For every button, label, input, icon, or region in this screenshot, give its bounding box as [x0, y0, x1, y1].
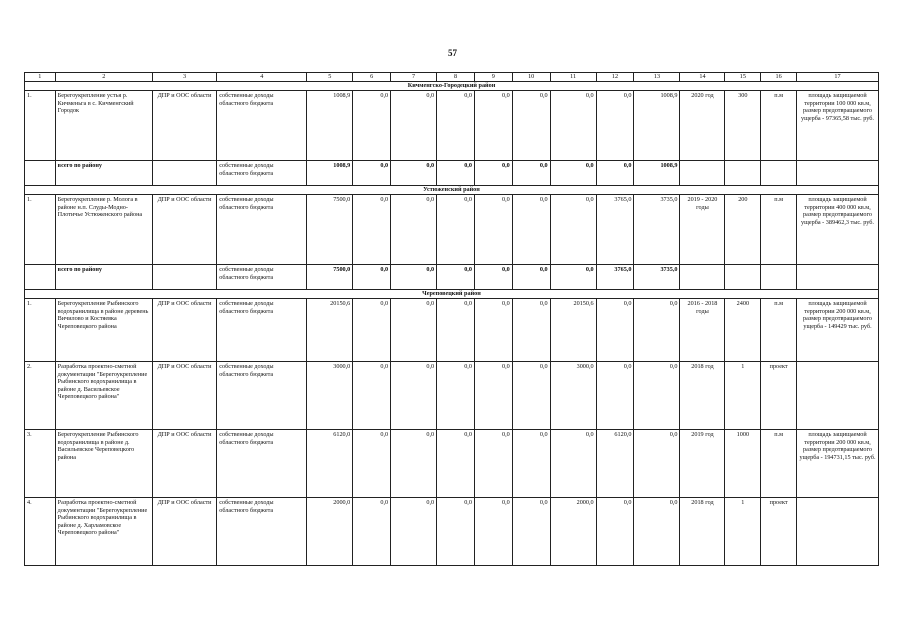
value-12: 0,0 — [596, 91, 634, 161]
measure-name: Берегоукрепление Рыбинского водохранилища в районе деревень Вичилово и Костяевка Череповецкого района — [55, 299, 152, 362]
quantity — [725, 161, 761, 186]
value-6: 0,0 — [353, 161, 391, 186]
unit: п.м — [761, 299, 797, 362]
period: 2018 год — [680, 498, 725, 566]
section-title: Кичменгско-Городецкий район — [25, 82, 879, 91]
measure-name: Разработка проектно-сметной документации "Берегоукрепление Рыбинского водохранилища в районе д. Харламовское Череповецкого района" — [55, 498, 152, 566]
value-12: 0,0 — [596, 498, 634, 566]
table-row — [25, 299, 879, 362]
period — [680, 161, 725, 186]
col-header: 10 — [512, 73, 550, 82]
col-header: 1 — [25, 73, 56, 82]
executor: ДПР и ООС области — [152, 91, 216, 161]
value-7: 0,0 — [391, 430, 437, 498]
value-6: 0,0 — [353, 430, 391, 498]
quantity — [725, 265, 761, 290]
value-5: 7500,0 — [307, 265, 353, 290]
col-header: 6 — [353, 73, 391, 82]
result — [797, 498, 879, 566]
value-11: 0,0 — [550, 265, 596, 290]
page-number: 57 — [448, 48, 457, 58]
measure-name: Разработка проектно-сметной документации "Берегоукрепление Рыбинского водохранилища в районе д. Васильевское Череповецкого района" — [55, 362, 152, 430]
quantity: 200 — [725, 195, 761, 265]
unit: п.м — [761, 91, 797, 161]
value-7: 0,0 — [391, 265, 437, 290]
row-number: 3. — [25, 430, 56, 498]
value-12: 3765,0 — [596, 265, 634, 290]
value-9: 0,0 — [474, 430, 512, 498]
total-row — [25, 265, 879, 290]
value-6: 0,0 — [353, 265, 391, 290]
funding-source: собственные доходы областного бюджета — [217, 195, 307, 265]
measure-name: всего по району — [55, 265, 152, 290]
result — [797, 265, 879, 290]
measure-name: всего по району — [55, 161, 152, 186]
table-row — [25, 362, 879, 430]
measure-name: Берегоукрепление р. Молога в районе н.п. Слуды-Модно-Плотичье Устюженского района — [55, 195, 152, 265]
col-header: 5 — [307, 73, 353, 82]
value-12: 3765,0 — [596, 195, 634, 265]
executor: ДПР и ООС области — [152, 299, 216, 362]
value-12: 0,0 — [596, 299, 634, 362]
value-6: 0,0 — [353, 498, 391, 566]
period: 2016 - 2018 годы — [680, 299, 725, 362]
row-number: 2. — [25, 362, 56, 430]
value-8: 0,0 — [437, 91, 475, 161]
value-5: 2000,0 — [307, 498, 353, 566]
section-header-row — [25, 82, 879, 91]
value-13: 3735,0 — [634, 195, 680, 265]
value-12: 6120,0 — [596, 430, 634, 498]
value-10: 0,0 — [512, 265, 550, 290]
result: площадь защищаемой территории 200 000 кв.м, размер предотвращаемого ущерба - 194731,15 тыс. руб. — [797, 430, 879, 498]
value-6: 0,0 — [353, 362, 391, 430]
period: 2020 год — [680, 91, 725, 161]
funding-source: собственные доходы областного бюджета — [217, 498, 307, 566]
col-header: 3 — [152, 73, 216, 82]
table-row — [25, 91, 879, 161]
header-row — [25, 73, 879, 82]
period: 2019 год — [680, 430, 725, 498]
unit — [761, 161, 797, 186]
value-9: 0,0 — [474, 265, 512, 290]
value-11: 0,0 — [550, 161, 596, 186]
unit: п.м — [761, 195, 797, 265]
value-7: 0,0 — [391, 161, 437, 186]
col-header: 17 — [797, 73, 879, 82]
total-row — [25, 161, 879, 186]
value-13: 0,0 — [634, 362, 680, 430]
executor — [152, 265, 216, 290]
value-9: 0,0 — [474, 91, 512, 161]
value-10: 0,0 — [512, 299, 550, 362]
col-header: 9 — [474, 73, 512, 82]
row-number — [25, 161, 56, 186]
col-header: 7 — [391, 73, 437, 82]
value-8: 0,0 — [437, 430, 475, 498]
executor — [152, 161, 216, 186]
value-10: 0,0 — [512, 161, 550, 186]
value-10: 0,0 — [512, 91, 550, 161]
value-5: 20150,6 — [307, 299, 353, 362]
value-6: 0,0 — [353, 91, 391, 161]
value-7: 0,0 — [391, 195, 437, 265]
result: площадь защищаемой территории 100 000 кв.м, размер предотвращаемого ущерба - 97365,58 тыс. руб. — [797, 91, 879, 161]
period: 2019 - 2020 годы — [680, 195, 725, 265]
value-11: 0,0 — [550, 91, 596, 161]
table-row — [25, 195, 879, 265]
row-number — [25, 265, 56, 290]
value-8: 0,0 — [437, 498, 475, 566]
section-header-row — [25, 186, 879, 195]
value-10: 0,0 — [512, 430, 550, 498]
period: 2018 год — [680, 362, 725, 430]
value-8: 0,0 — [437, 362, 475, 430]
funding-source: собственные доходы областного бюджета — [217, 161, 307, 186]
quantity: 1 — [725, 498, 761, 566]
result: площадь защищаемой территории 400 000 кв.м, размер предотвращаемого ущерба - 389462,3 тыс. руб. — [797, 195, 879, 265]
col-header: 4 — [217, 73, 307, 82]
row-number: 1. — [25, 195, 56, 265]
value-13: 0,0 — [634, 430, 680, 498]
unit: проект — [761, 362, 797, 430]
value-7: 0,0 — [391, 362, 437, 430]
value-11: 3000,0 — [550, 362, 596, 430]
unit: п.м — [761, 430, 797, 498]
value-5: 7500,0 — [307, 195, 353, 265]
col-header: 8 — [437, 73, 475, 82]
value-6: 0,0 — [353, 195, 391, 265]
value-11: 2000,0 — [550, 498, 596, 566]
value-11: 20150,6 — [550, 299, 596, 362]
table-row — [25, 498, 879, 566]
value-7: 0,0 — [391, 91, 437, 161]
value-9: 0,0 — [474, 362, 512, 430]
quantity: 1 — [725, 362, 761, 430]
value-8: 0,0 — [437, 299, 475, 362]
executor: ДПР и ООС области — [152, 498, 216, 566]
value-13: 0,0 — [634, 498, 680, 566]
result — [797, 362, 879, 430]
section-title: Устюженский район — [25, 186, 879, 195]
value-13: 1008,9 — [634, 91, 680, 161]
program-table — [24, 72, 879, 566]
table-row — [25, 430, 879, 498]
col-header: 12 — [596, 73, 634, 82]
col-header: 11 — [550, 73, 596, 82]
value-12: 0,0 — [596, 161, 634, 186]
quantity: 1000 — [725, 430, 761, 498]
unit — [761, 265, 797, 290]
row-number: 1. — [25, 91, 56, 161]
row-number: 4. — [25, 498, 56, 566]
executor: ДПР и ООС области — [152, 430, 216, 498]
funding-source: собственные доходы областного бюджета — [217, 265, 307, 290]
value-13: 0,0 — [634, 299, 680, 362]
value-12: 0,0 — [596, 362, 634, 430]
result: площадь защищаемой территории 200 000 кв.м, размер предотвращаемого ущерба - 149429 тыс. руб. — [797, 299, 879, 362]
value-8: 0,0 — [437, 161, 475, 186]
measure-name: Берегоукрепление Рыбинского водохранилища в районе д. Васильевское Череповецкого района — [55, 430, 152, 498]
value-13: 3735,0 — [634, 265, 680, 290]
funding-source: собственные доходы областного бюджета — [217, 91, 307, 161]
value-10: 0,0 — [512, 498, 550, 566]
measure-name: Берегоукрепление устья р. Кичменьга в с. Кичменгский Городок — [55, 91, 152, 161]
row-number: 1. — [25, 299, 56, 362]
value-7: 0,0 — [391, 299, 437, 362]
value-7: 0,0 — [391, 498, 437, 566]
period — [680, 265, 725, 290]
executor: ДПР и ООС области — [152, 362, 216, 430]
col-header: 2 — [55, 73, 152, 82]
value-9: 0,0 — [474, 498, 512, 566]
value-11: 0,0 — [550, 195, 596, 265]
value-10: 0,0 — [512, 362, 550, 430]
value-8: 0,0 — [437, 195, 475, 265]
value-6: 0,0 — [353, 299, 391, 362]
funding-source: собственные доходы областного бюджета — [217, 299, 307, 362]
col-header: 14 — [680, 73, 725, 82]
section-header-row — [25, 290, 879, 299]
funding-source: собственные доходы областного бюджета — [217, 362, 307, 430]
value-8: 0,0 — [437, 265, 475, 290]
section-title: Череповецкий район — [25, 290, 879, 299]
executor: ДПР и ООС области — [152, 195, 216, 265]
value-5: 1008,9 — [307, 91, 353, 161]
value-5: 3000,0 — [307, 362, 353, 430]
value-13: 1008,9 — [634, 161, 680, 186]
value-5: 1008,9 — [307, 161, 353, 186]
funding-source: собственные доходы областного бюджета — [217, 430, 307, 498]
value-5: 6120,0 — [307, 430, 353, 498]
unit: проект — [761, 498, 797, 566]
value-9: 0,0 — [474, 161, 512, 186]
col-header: 16 — [761, 73, 797, 82]
col-header: 13 — [634, 73, 680, 82]
value-9: 0,0 — [474, 195, 512, 265]
quantity: 300 — [725, 91, 761, 161]
col-header: 15 — [725, 73, 761, 82]
quantity: 2400 — [725, 299, 761, 362]
result — [797, 161, 879, 186]
value-11: 0,0 — [550, 430, 596, 498]
value-9: 0,0 — [474, 299, 512, 362]
value-10: 0,0 — [512, 195, 550, 265]
